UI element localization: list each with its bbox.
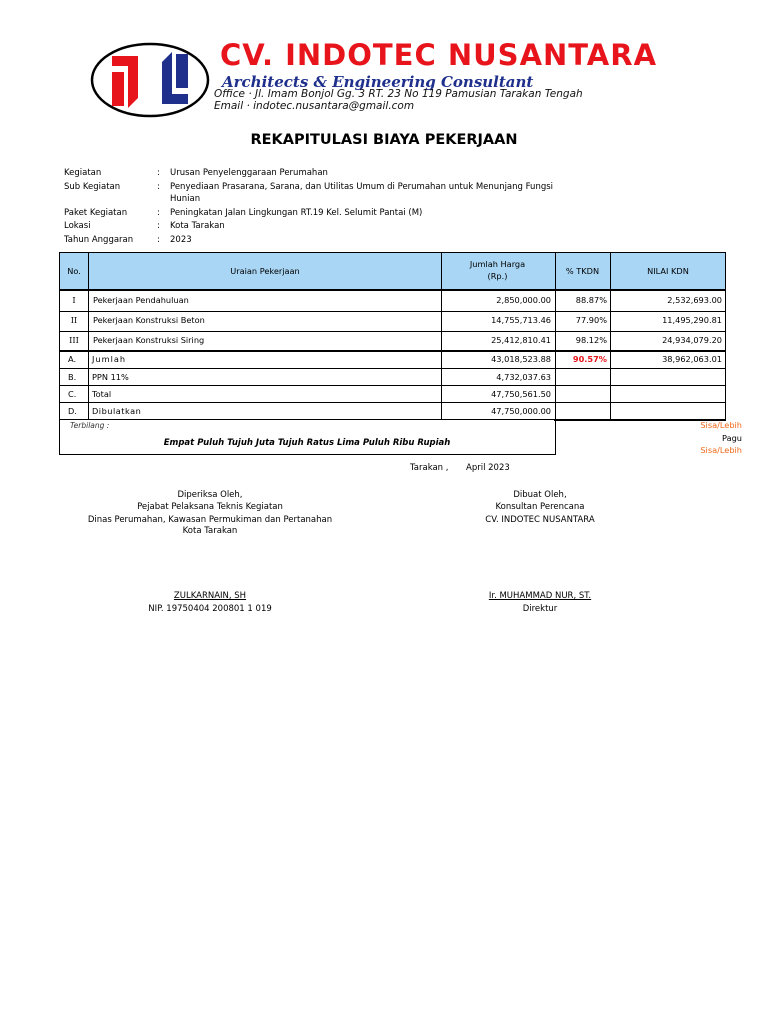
column-header-no: No. (67, 266, 81, 276)
sig-right-line2: Konsultan Perencana (495, 502, 585, 512)
info-colon: : (157, 221, 160, 231)
info-colon: : (157, 208, 160, 218)
info-label: Paket Kegiatan (64, 208, 128, 218)
summary-jumlah: 47,750,561.50 (491, 389, 551, 399)
sig-right-line3: CV. INDOTEC NUSANTARA (485, 515, 595, 525)
info-value: 2023 (170, 235, 192, 245)
sisa-lebih-note: Sisa/Lebih (700, 420, 742, 430)
column-header-uraian: Uraian Pekerjaan (230, 266, 300, 276)
row-tkdn: 88.87% (575, 295, 607, 305)
place: Tarakan , (410, 463, 449, 473)
summary-no: B. (68, 372, 77, 382)
summary-tkdn: 90.57% (572, 354, 607, 364)
info-label: Sub Kegiatan (64, 182, 121, 192)
info-row-lokasi (0, 220, 768, 232)
row-uraian: Pekerjaan Konstruksi Siring (93, 335, 205, 345)
sig-right-line1: Dibuat Oleh, (513, 490, 567, 500)
row-tkdn: 77.90% (575, 315, 607, 325)
info-row-kegiatan (0, 167, 768, 179)
info-row-sub-kegiatan (0, 181, 768, 205)
terbilang-label: Terbilang : (70, 421, 110, 430)
row-kdn: 11,495,290.81 (662, 315, 722, 325)
date: April 2023 (466, 463, 510, 473)
column-header-tkdn: % TKDN (565, 266, 600, 276)
row-uraian: Pekerjaan Konstruksi Beton (93, 315, 205, 325)
row-tkdn: 98.12% (575, 335, 607, 345)
row-no: II (70, 315, 78, 325)
sig-right-name: Ir. MUHAMMAD NUR, ST. (488, 591, 592, 601)
company-email: Email · indotec.nusantara@gmail.com (214, 100, 415, 112)
office-address: Office · Jl. Imam Bonjol Gg. 3 RT. 23 No 119 Pamusian Tarakan Tengah (214, 88, 583, 100)
column-header-jumlah: Jumlah Harga (Rp.) (469, 259, 526, 281)
company-name: CV. INDOTEC NUSANTARA (220, 38, 658, 72)
sig-left-line1: Diperiksa Oleh, (177, 490, 243, 500)
row-jumlah: 2,850,000.00 (496, 295, 551, 305)
row-jumlah: 14,755,713.46 (491, 315, 551, 325)
info-colon: : (157, 168, 160, 178)
terbilang-text: Empat Puluh Tujuh Juta Tujuh Ratus Lima Puluh Ribu Rupiah (163, 438, 451, 448)
sig-left-line3: Dinas Perumahan, Kawasan Permukiman dan Pertanahan (87, 515, 333, 525)
info-label: Lokasi (64, 221, 91, 231)
info-value: Peningkatan Jalan Lingkungan RT.19 Kel. Selumit Pantai (M) (170, 208, 423, 218)
sig-left-name: ZULKARNAIN, SH (173, 591, 247, 601)
sig-left-line4: Kota Tarakan (182, 526, 238, 536)
company-logo (90, 42, 210, 118)
sig-left-line2: Pejabat Pelaksana Teknis Kegiatan (137, 502, 283, 512)
summary-label: Jumlah (92, 354, 127, 364)
summary-no: A. (68, 354, 77, 364)
row-no: I (72, 295, 76, 305)
info-colon: : (157, 235, 160, 245)
info-label: Tahun Anggaran (64, 235, 134, 245)
company-tagline: Architects & Engineering Consultant (222, 73, 534, 91)
info-value: Penyediaan Prasarana, Sarana, dan Utilitas Umum di Perumahan untuk Menunjang Fungsi Hunian (170, 182, 554, 204)
info-colon: : (157, 182, 160, 192)
summary-no: C. (68, 389, 77, 399)
info-value: Urusan Penyelenggaraan Perumahan (170, 168, 328, 178)
summary-label: Dibulatkan (92, 406, 142, 416)
sig-left-nip: NIP. 19750404 200801 1 019 (148, 604, 272, 614)
summary-label: PPN 11% (92, 372, 129, 382)
summary-label: Total (92, 389, 112, 399)
row-jumlah: 25,412,810.41 (491, 335, 551, 345)
summary-kdn: 38,962,063.01 (662, 354, 722, 364)
info-row-tahun (0, 234, 768, 246)
summary-jumlah: 43,018,523.88 (491, 354, 551, 364)
pagu-note: Pagu (722, 433, 742, 443)
row-uraian: Pekerjaan Pendahuluan (93, 295, 189, 305)
column-header-kdn: NILAI KDN (647, 266, 689, 276)
row-kdn: 2,532,693.00 (667, 295, 722, 305)
info-value: Kota Tarakan (170, 221, 225, 231)
summary-jumlah: 4,732,037.63 (496, 372, 551, 382)
sig-right-title: Direktur (522, 604, 558, 614)
sisa-lebih-note: Sisa/Lebih (700, 445, 742, 455)
info-row-paket (0, 207, 768, 219)
document-title: REKAPITULASI BIAYA PEKERJAAN (250, 132, 518, 148)
summary-no: D. (68, 406, 77, 416)
info-label: Kegiatan (64, 168, 102, 178)
summary-jumlah: 47,750,000.00 (491, 406, 551, 416)
row-kdn: 24,934,079.20 (662, 335, 722, 345)
row-no: III (69, 335, 79, 345)
